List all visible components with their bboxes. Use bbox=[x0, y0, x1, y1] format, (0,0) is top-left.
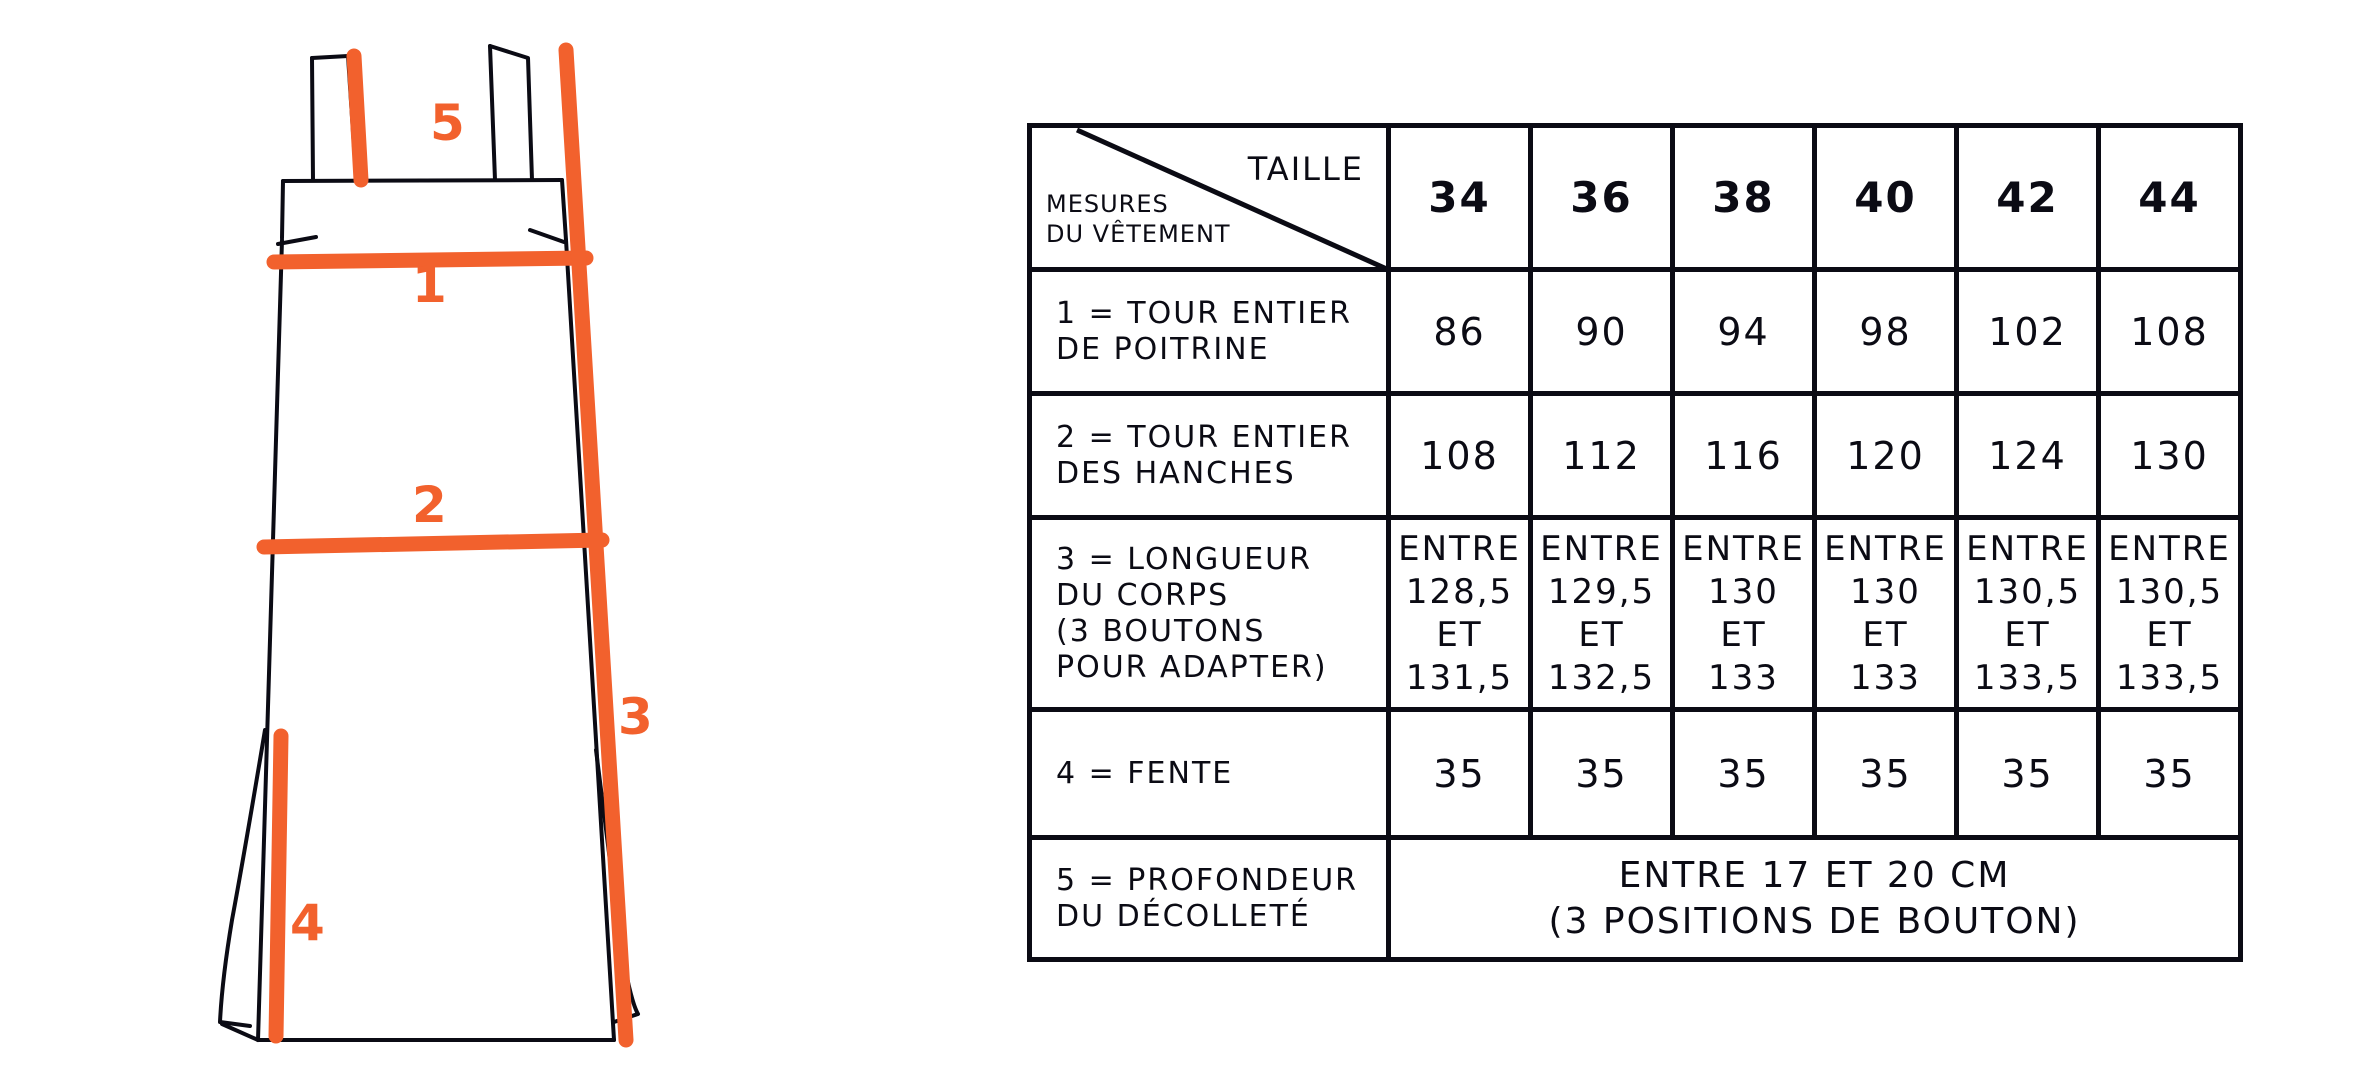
bodice-right bbox=[562, 180, 566, 240]
table-cell: 35 bbox=[1957, 710, 2099, 838]
label-2: 2 bbox=[412, 476, 447, 534]
table-cell: ENTRE 130,5 ET 133,5 bbox=[1957, 518, 2099, 710]
size-chart-table bbox=[1027, 123, 2243, 962]
label-3: 3 bbox=[618, 688, 653, 746]
table-row bbox=[1030, 394, 2241, 518]
table-cell: 86 bbox=[1389, 270, 1531, 394]
header-measure-label: MESURES DU VÊTEMENT bbox=[1046, 190, 1231, 248]
neckline-depth-value: ENTRE 17 ET 20 CM (3 POSITIONS DE BOUTON) bbox=[1389, 838, 2241, 960]
header-row bbox=[1030, 126, 2241, 270]
table-cell: 108 bbox=[1389, 394, 1531, 518]
table-cell: 90 bbox=[1531, 270, 1673, 394]
table-cell: 35 bbox=[1673, 710, 1815, 838]
left-strap-edge bbox=[312, 58, 313, 180]
dress-sketch bbox=[0, 0, 980, 1076]
table-cell: 35 bbox=[1531, 710, 1673, 838]
table-cell: ENTRE 130,5 ET 133,5 bbox=[2099, 518, 2241, 710]
row-label: 4 = FENTE bbox=[1030, 710, 1389, 838]
header-corner-cell bbox=[1030, 126, 1389, 270]
table-cell: 124 bbox=[1957, 394, 2099, 518]
dart-right bbox=[530, 230, 564, 242]
table-cell: 130 bbox=[2099, 394, 2241, 518]
row-label: 3 = LONGUEUR DU CORPS (3 BOUTONS POUR ADAPTER) bbox=[1030, 518, 1389, 710]
table-row bbox=[1030, 838, 2241, 960]
table-cell: 94 bbox=[1673, 270, 1815, 394]
size-header: 44 bbox=[2099, 126, 2241, 270]
table-row bbox=[1030, 518, 2241, 710]
row-label: 2 = TOUR ENTIER DES HANCHES bbox=[1030, 394, 1389, 518]
table-cell: 116 bbox=[1673, 394, 1815, 518]
right-strap-edge bbox=[490, 46, 495, 180]
measure-line-5 bbox=[354, 56, 361, 180]
row-label: 5 = PROFONDEUR DU DÉCOLLETÉ bbox=[1030, 838, 1389, 960]
size-header: 42 bbox=[1957, 126, 2099, 270]
measure-line-2 bbox=[264, 540, 602, 547]
label-1: 1 bbox=[412, 256, 447, 314]
size-header: 40 bbox=[1815, 126, 1957, 270]
table-cell: ENTRE 130 ET 133 bbox=[1815, 518, 1957, 710]
bodice-top bbox=[283, 180, 562, 181]
table-cell: 35 bbox=[1815, 710, 1957, 838]
table-cell: 108 bbox=[2099, 270, 2241, 394]
measure-line-4 bbox=[276, 736, 281, 1036]
label-4: 4 bbox=[290, 894, 325, 952]
table-cell: 35 bbox=[2099, 710, 2241, 838]
table-row bbox=[1030, 710, 2241, 838]
row-label: 1 = TOUR ENTIER DE POITRINE bbox=[1030, 270, 1389, 394]
bodice-left bbox=[282, 181, 283, 238]
size-header: 36 bbox=[1531, 126, 1673, 270]
size-header: 34 bbox=[1389, 126, 1531, 270]
table-cell: 35 bbox=[1389, 710, 1531, 838]
label-5: 5 bbox=[430, 94, 465, 152]
table-cell: 102 bbox=[1957, 270, 2099, 394]
table-row bbox=[1030, 270, 2241, 394]
table-cell: 120 bbox=[1815, 394, 1957, 518]
table-cell: ENTRE 130 ET 133 bbox=[1673, 518, 1815, 710]
right-strap bbox=[490, 46, 532, 180]
measure-lines bbox=[264, 50, 626, 1040]
table-cell: 98 bbox=[1815, 270, 1957, 394]
size-header: 38 bbox=[1673, 126, 1815, 270]
table-cell: 112 bbox=[1531, 394, 1673, 518]
table-cell: ENTRE 129,5 ET 132,5 bbox=[1531, 518, 1673, 710]
header-size-label: TAILLE bbox=[1247, 150, 1364, 188]
table-cell: ENTRE 128,5 ET 131,5 bbox=[1389, 518, 1531, 710]
